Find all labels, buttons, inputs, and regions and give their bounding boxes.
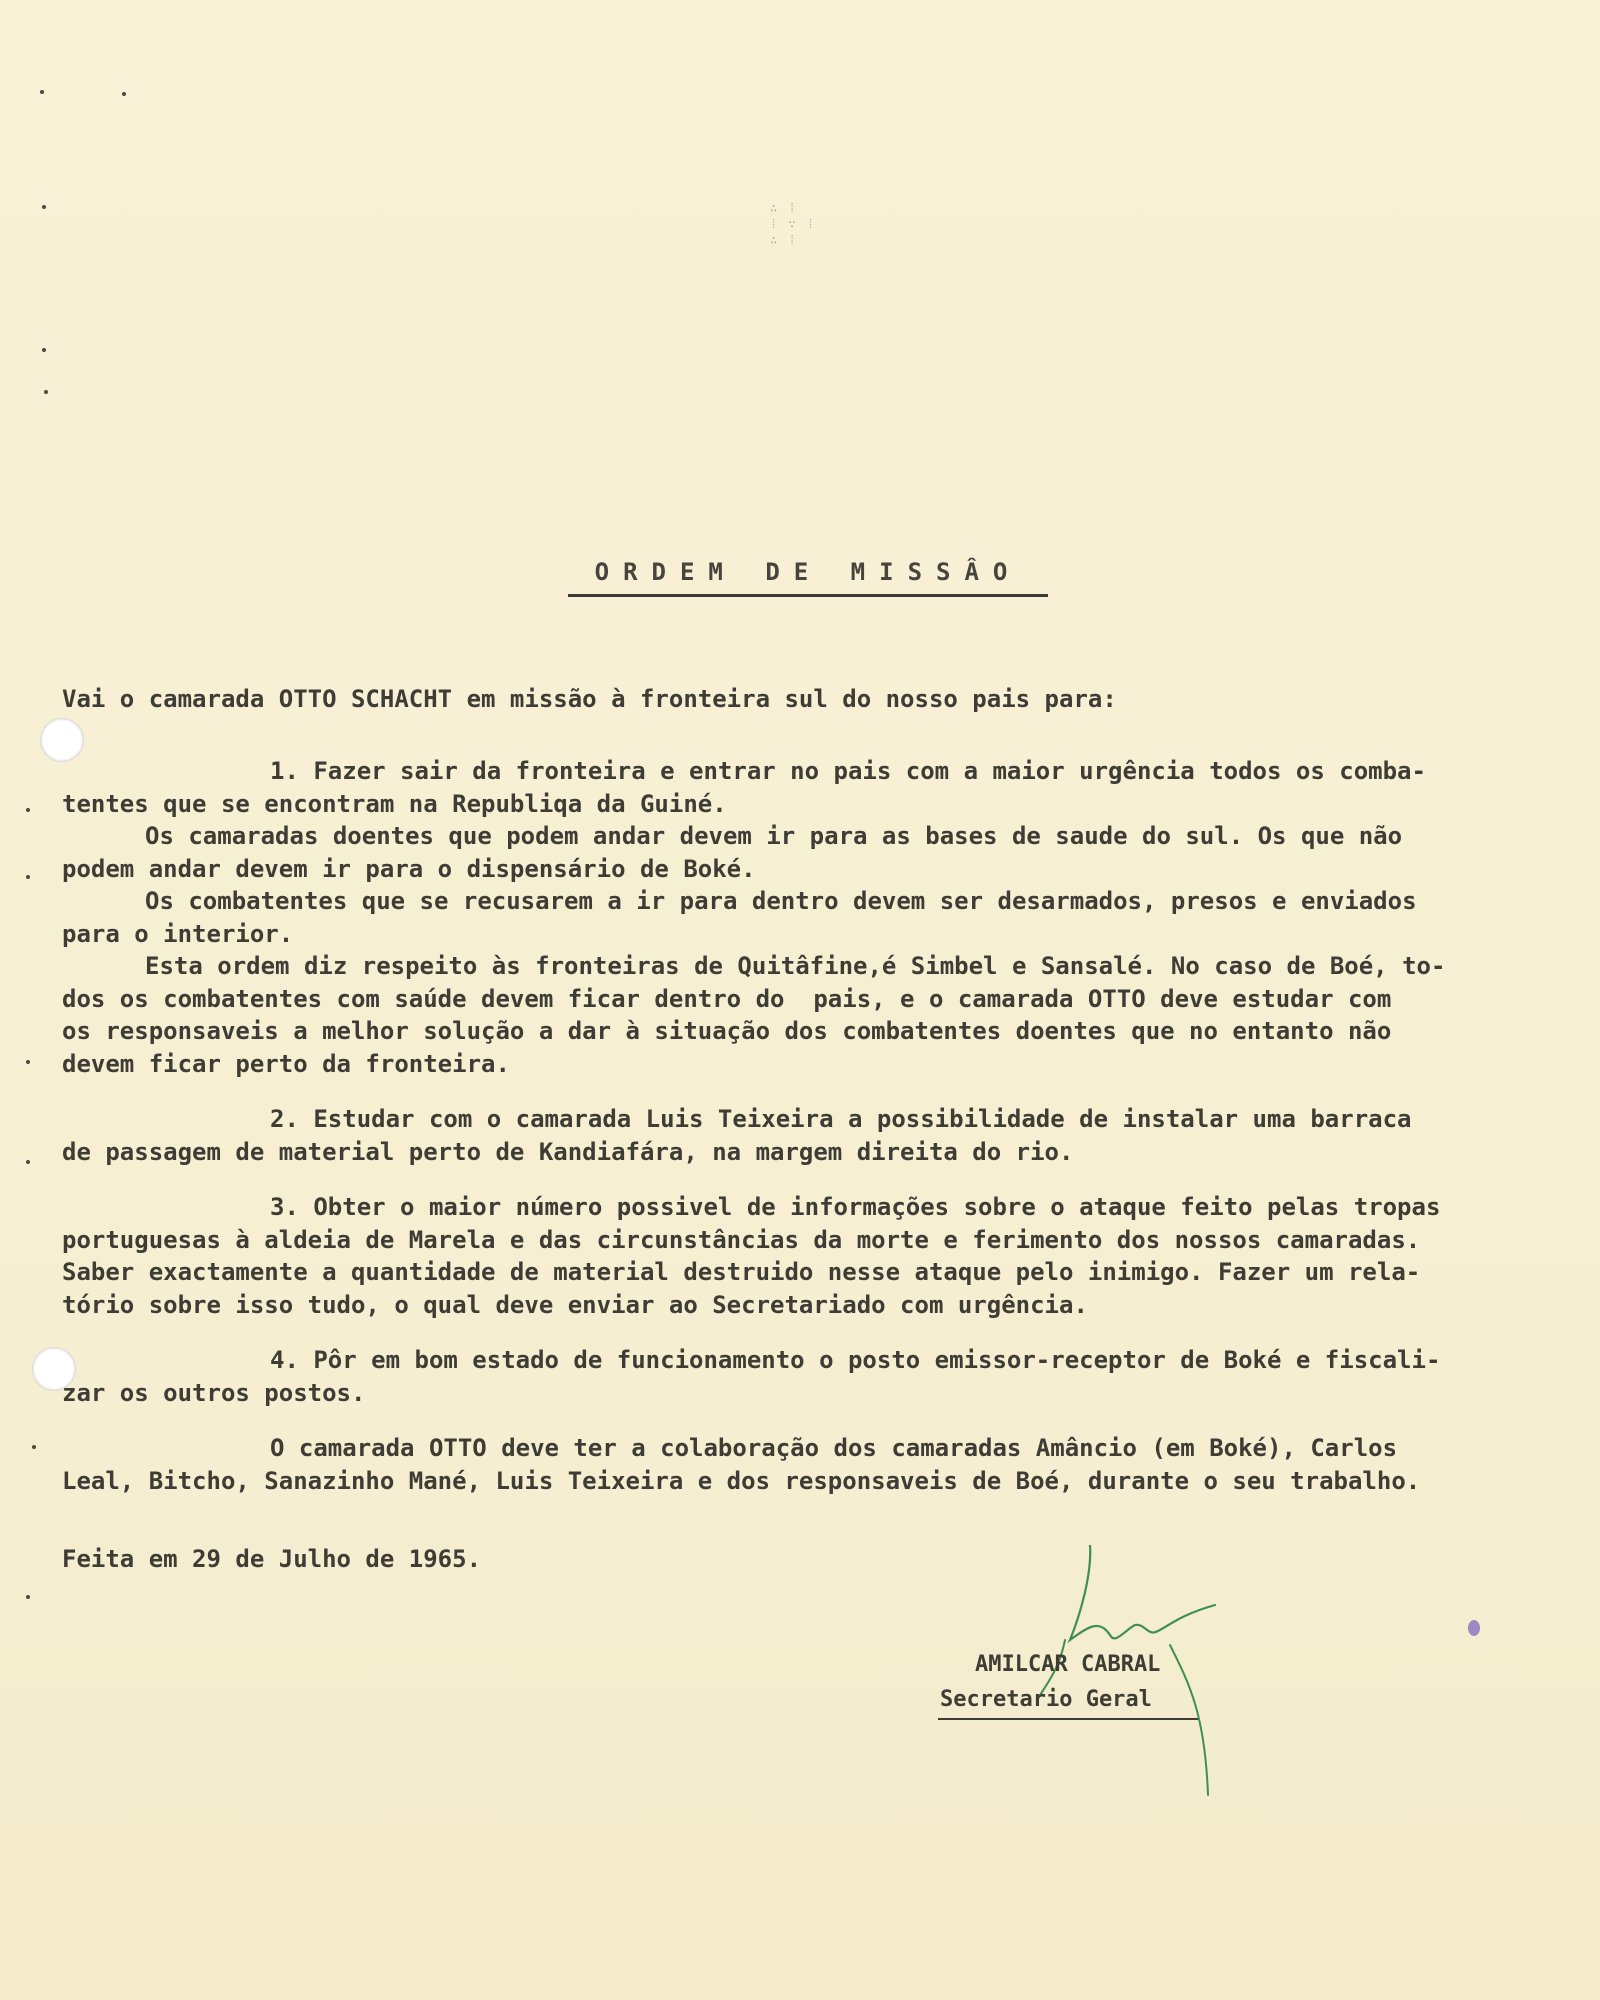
item1-line: para o interior.: [62, 920, 294, 948]
item3-line: 3. Obter o maior número possivel de informações sobre o ataque feito pelas tropas: [270, 1193, 1441, 1221]
item2-line: 2. Estudar com o camarada Luis Teixeira a possibilidade de instalar uma barraca: [270, 1105, 1412, 1133]
item1-line: devem ficar perto da fronteira.: [62, 1050, 510, 1078]
intro-line: Vai o camarada OTTO SCHACHT em missão à fronteira sul do nosso pais para:: [62, 685, 1117, 713]
margin-speck: [26, 875, 30, 879]
margin-speck: [40, 90, 44, 94]
item2-line: de passagem de material perto de Kandiafára, na margem direita do rio.: [62, 1138, 1074, 1166]
signer-name: AMILCAR CABRAL: [975, 1652, 1161, 1677]
margin-speck: [122, 92, 126, 96]
item1-line: podem andar devem ir para o dispensário de Boké.: [62, 855, 756, 883]
date-line: Feita em 29 de Julho de 1965.: [62, 1545, 482, 1573]
margin-speck: [26, 1160, 30, 1164]
item3-line: portuguesas à aldeia de Marela e das circunstâncias da morte e ferimento dos nossos camaradas.: [62, 1226, 1421, 1254]
violet-ink-dot: [1468, 1620, 1480, 1636]
margin-speck: [32, 1445, 36, 1449]
signer-title: Secretario Geral: [940, 1687, 1152, 1712]
item3-line: Saber exactamente a quantidade de material destruido nesse ataque pelo inimigo. Fazer um rela-: [62, 1258, 1421, 1286]
collaboration-line: O camarada OTTO deve ter a colaboração dos camaradas Amâncio (em Boké), Carlos: [270, 1434, 1398, 1462]
item1-line: tentes que se encontram na Republiqa da Guiné.: [62, 790, 727, 818]
margin-speck: [26, 1595, 30, 1599]
document-title: ORDEM DE MISSÂO: [594, 558, 1022, 586]
item1-line: 1. Fazer sair da fronteira e entrar no pais com a maior urgência todos os comba-: [270, 757, 1426, 785]
stamp-smudge: ∴ ⁞ ⁞ ∵ ⁞ ∴ ⁞: [770, 201, 817, 247]
signer-underline: [938, 1718, 1198, 1720]
item1-line: Os camaradas doentes que podem andar devem ir para as bases de saude do sul. Os que não: [145, 822, 1403, 850]
item3-line: tório sobre isso tudo, o qual deve enviar ao Secretariado com urgência.: [62, 1291, 1088, 1319]
item4-line: zar os outros postos.: [62, 1379, 366, 1407]
title-underline: [568, 594, 1048, 597]
margin-speck: [42, 348, 46, 352]
margin-speck: [42, 205, 46, 209]
item4-line: 4. Pôr em bom estado de funcionamento o posto emissor-receptor de Boké e fiscali-: [270, 1346, 1441, 1374]
margin-speck: [44, 390, 48, 394]
item1-line: Esta ordem diz respeito às fronteiras de Quitâfine,é Simbel e Sansalé. No caso de Boé, to-: [145, 952, 1446, 980]
item1-line: Os combatentes que se recusarem a ir para dentro devem ser desarmados, presos e enviados: [145, 887, 1417, 915]
item1-line: dos os combatentes com saúde devem ficar dentro do pais, e o camarada OTTO deve estudar com: [62, 985, 1392, 1013]
item1-line: os responsaveis a melhor solução a dar à situação dos combatentes doentes que no entanto não: [62, 1017, 1392, 1045]
collaboration-line: Leal, Bitcho, Sanazinho Mané, Luis Teixeira e dos responsaveis de Boé, durante o seu trabalho.: [62, 1467, 1421, 1495]
margin-speck: [26, 808, 30, 812]
margin-speck: [26, 1060, 30, 1064]
punch-hole-top: [40, 718, 84, 762]
